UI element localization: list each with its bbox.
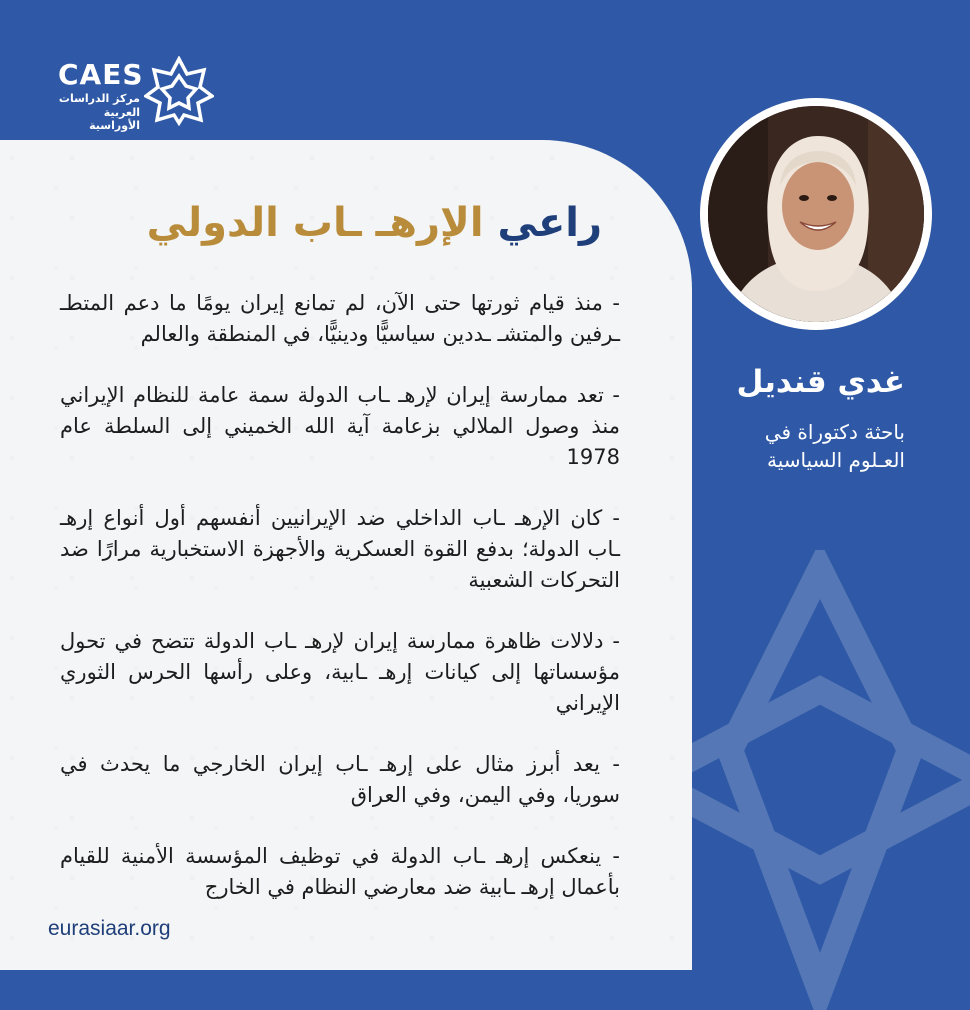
bullet-item: - منذ قيام ثورتها حتى الآن، لم تمانع إيران يومًا ما دعم المتطـ ـرفين والمتشـ ـددين سياسيًّا ودينيًّا، في المنطقة والعالم: [60, 291, 620, 346]
avatar-portrait: [708, 106, 924, 322]
page-title: [92, 200, 602, 246]
researcher-role-line1: باحثة دكتوراة في: [764, 420, 905, 444]
logo-arabic-line1: مركز الدراسات: [58, 92, 140, 105]
avatar: [708, 106, 924, 322]
bullet-list: [60, 288, 620, 933]
bullet-item: - تعد ممارسة إيران لإرهـ ـاب الدولة سمة عامة للنظام الإيراني منذ وصول الملالي بزعامة آية الله الخميني إلى السلطة عام 1978: [60, 383, 620, 469]
bullet-item: - كان الإرهـ ـاب الداخلي ضد الإيرانيين أنفسهم أول أنواع إرهـ ـاب الدولة؛ بدفع القوة العسكرية والأجهزة الاستخبارية مرارًا ضد التحركات الشعبية: [60, 506, 620, 592]
website-url: eurasiaar.org: [48, 917, 171, 940]
bullet-item: - ينعكس إرهـ ـاب الدولة في توظيف المؤسسة الأمنية للقيام بأعمال إرهـ ـابية ضد معارضي النظام في الخارج: [60, 844, 620, 899]
title-part2: الإرهـ ـاب الدولي: [146, 200, 484, 246]
star-emblem-icon: [144, 56, 214, 126]
bullet-item: - يعد أبرز مثال على إرهـ ـاب إيران الخارجي ما يحدث في سوريا، وفي اليمن، وفي العراق: [60, 752, 620, 807]
researcher-role-line2: العـلوم السياسية: [767, 448, 905, 472]
caes-logo: [52, 56, 232, 132]
bullet-item: - دلالات ظاهرة ممارسة إيران لإرهـ ـاب الدولة تتضح في تحول مؤسساتها إلى كيانات إرهـ ـابية، وعلى رأسها الحرس الثوري الإيراني: [60, 629, 620, 715]
researcher-name: غدي قنديل: [736, 364, 905, 400]
title-part1: راعي: [497, 200, 602, 246]
logo-arabic-line2: العربية الأوراسية: [89, 106, 140, 132]
logo-acronym: CAES: [58, 58, 144, 91]
